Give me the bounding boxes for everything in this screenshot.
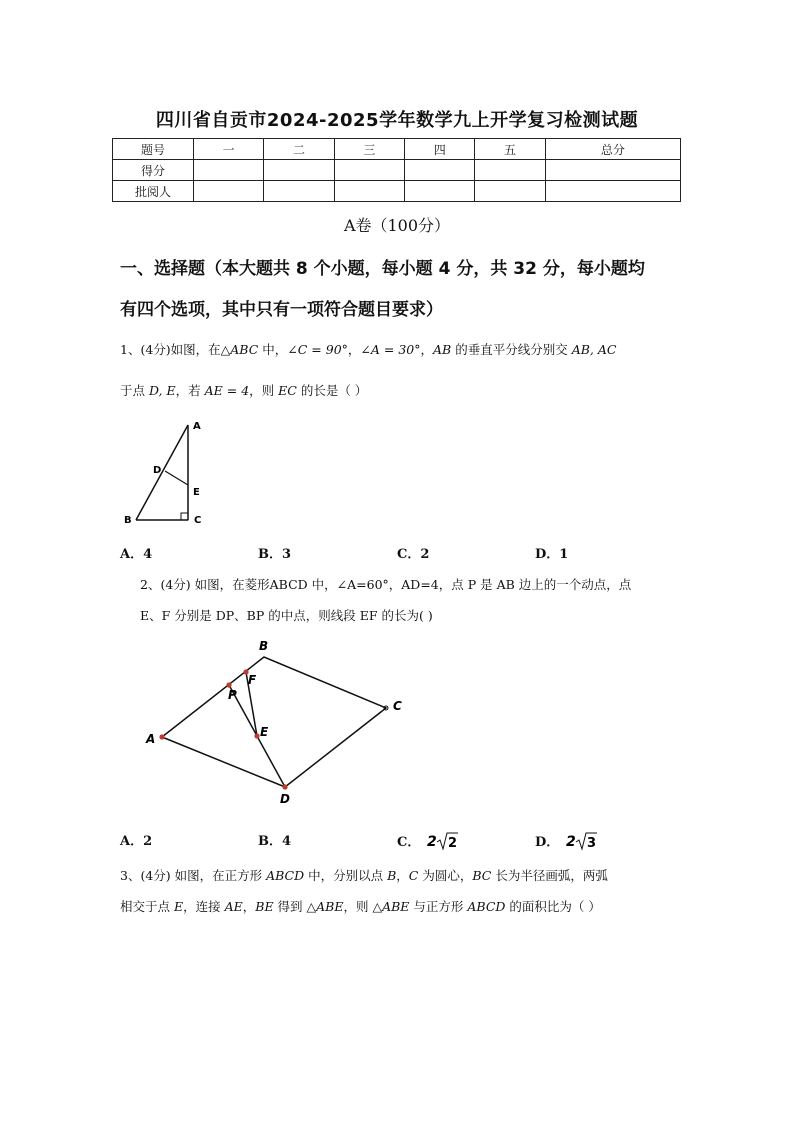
q2-label-b: B [259, 639, 269, 653]
score-table-header-row [113, 139, 681, 160]
score-cell[interactable] [194, 160, 264, 181]
score-cell[interactable] [545, 160, 680, 181]
reviewer-cell[interactable] [194, 181, 264, 202]
header-cell: 总分 [545, 139, 680, 160]
q2-line2: E、F 分别是 DP、BP 的中点，则线段 EF 的长为( ) [140, 608, 433, 623]
score-cell[interactable] [264, 160, 334, 181]
q3-text: ， [396, 868, 409, 883]
q1-text: 的长是（ ） [296, 383, 368, 398]
q3-text: 中，分别以点 [304, 868, 388, 883]
q3-math: △ABE [372, 899, 410, 914]
q3-text: ，连接 [183, 899, 225, 914]
q3-math: E [173, 899, 184, 914]
q2-option-d-sqrt [564, 830, 598, 852]
q3-line1 [120, 866, 690, 884]
q3-text: 与正方形 [409, 899, 468, 914]
header-cell: 四 [405, 139, 475, 160]
q1-math: AB [433, 342, 452, 357]
q2-label-d: D [280, 792, 290, 806]
q1-math: △ABC [220, 342, 259, 357]
q3-text: 为圆心， [418, 868, 473, 883]
q1-text: 1、(4分)如图，在 [120, 342, 221, 357]
q2-option-c-label: C． [397, 835, 421, 850]
q2-option-d-coef: 2 [565, 834, 576, 850]
q1-math: ∠A = 30° [360, 342, 421, 357]
score-cell[interactable] [405, 160, 475, 181]
reviewer-cell[interactable] [264, 181, 334, 202]
header-cell: 五 [475, 139, 545, 160]
row-label: 得分 [113, 160, 194, 181]
section-heading-line1: 一、选择题（本大题共 8 个小题，每小题 4 分，共 32 分，每小题均 [120, 259, 645, 279]
q1-text: 于点 [120, 383, 149, 398]
section-heading-line2: 有四个选项，其中只有一项符合题目要求） [120, 300, 443, 320]
q3-text: ， [242, 899, 256, 914]
q1-text: 中， [258, 342, 288, 357]
q2-label-c: C [393, 699, 402, 713]
q2-label-e: E [260, 725, 269, 739]
q1-option-b[interactable]: B．3 [258, 547, 292, 562]
q2-label-a: A [146, 732, 156, 746]
reviewer-cell[interactable] [475, 181, 545, 202]
q1-math: EC [278, 383, 297, 398]
q2-option-d-radicand: 3 [586, 836, 596, 851]
q3-math: ABCD [266, 868, 305, 883]
row-label: 批阅人 [113, 181, 194, 202]
header-cell: 一 [194, 139, 264, 160]
score-cell[interactable] [475, 160, 545, 181]
q2-option-b[interactable]: B．4 [258, 834, 292, 849]
q1-text: ，则 [249, 383, 279, 398]
q3-math: ABCD [467, 899, 506, 914]
q1-text: ， [347, 342, 361, 357]
reviewer-cell[interactable] [545, 181, 680, 202]
q2-label-p: P [228, 688, 237, 702]
q1-option-c[interactable]: C．2 [397, 547, 430, 562]
q2-option-d[interactable] [535, 830, 598, 852]
reviewer-cell[interactable] [334, 181, 404, 202]
q1-text: ， [420, 342, 434, 357]
q1-line2 [120, 381, 690, 399]
q3-text: 相交于点 [120, 899, 174, 914]
q3-text: 得到 [273, 899, 307, 914]
q1-math: ∠C = 90° [287, 342, 348, 357]
q1-option-d[interactable]: D．1 [535, 547, 569, 562]
volume-heading: A卷（100分） [343, 216, 451, 235]
reviewer-cell[interactable] [405, 181, 475, 202]
q3-math: BC [472, 868, 492, 883]
q1-math: AE = 4 [204, 383, 250, 398]
q3-math: AE [224, 899, 243, 914]
q3-line2 [120, 897, 690, 915]
q1-text: 的垂直平分线分别交 [451, 342, 572, 357]
score-table [112, 138, 681, 202]
q1-text: ，若 [175, 383, 205, 398]
q3-text: 长为半径画弧，两弧 [491, 868, 608, 883]
q1-math: AB, AC [571, 342, 617, 357]
header-cell: 三 [334, 139, 404, 160]
q2-option-c-coef: 2 [426, 834, 437, 850]
q3-math: BE [255, 899, 274, 914]
q2-option-c-radicand: 2 [447, 836, 457, 851]
q2-option-c-sqrt [425, 830, 459, 852]
q1-option-a[interactable]: A．4 [120, 547, 153, 562]
q1-label-c: C [194, 515, 202, 526]
q1-label-e: E [193, 487, 200, 498]
q1-label-a: A [193, 421, 201, 432]
q2-line1: 2、(4分) 如图，在菱形ABCD 中，∠A=60°，AD=4，点 P 是 AB 边上的一个动点，点 [140, 577, 632, 592]
q3-text: 的面积比为（ ） [505, 899, 601, 914]
q3-math: B [387, 868, 397, 883]
score-row [113, 160, 681, 181]
q2-option-d-label: D． [535, 835, 560, 850]
header-cell: 题号 [113, 139, 194, 160]
q2-option-c[interactable] [397, 830, 459, 852]
q1-label-d: D [153, 465, 162, 476]
q3-math: C [408, 868, 419, 883]
q3-math: △ABE [306, 899, 344, 914]
score-cell[interactable] [334, 160, 404, 181]
q1-math: D, E [148, 383, 176, 398]
q2-figure [140, 635, 415, 810]
q1-figure [115, 415, 225, 530]
header-cell: 二 [264, 139, 334, 160]
q2-label-f: F [248, 673, 257, 687]
page-title: 四川省自贡市2024-2025学年数学九上开学复习检测试题 [155, 110, 639, 131]
q1-label-b: B [124, 515, 132, 526]
q3-text: 3、(4分) 如图，在正方形 [120, 868, 267, 883]
reviewer-row [113, 181, 681, 202]
q2-option-a[interactable]: A．2 [120, 834, 153, 849]
q1-line1 [120, 340, 690, 358]
q3-text: ，则 [343, 899, 373, 914]
